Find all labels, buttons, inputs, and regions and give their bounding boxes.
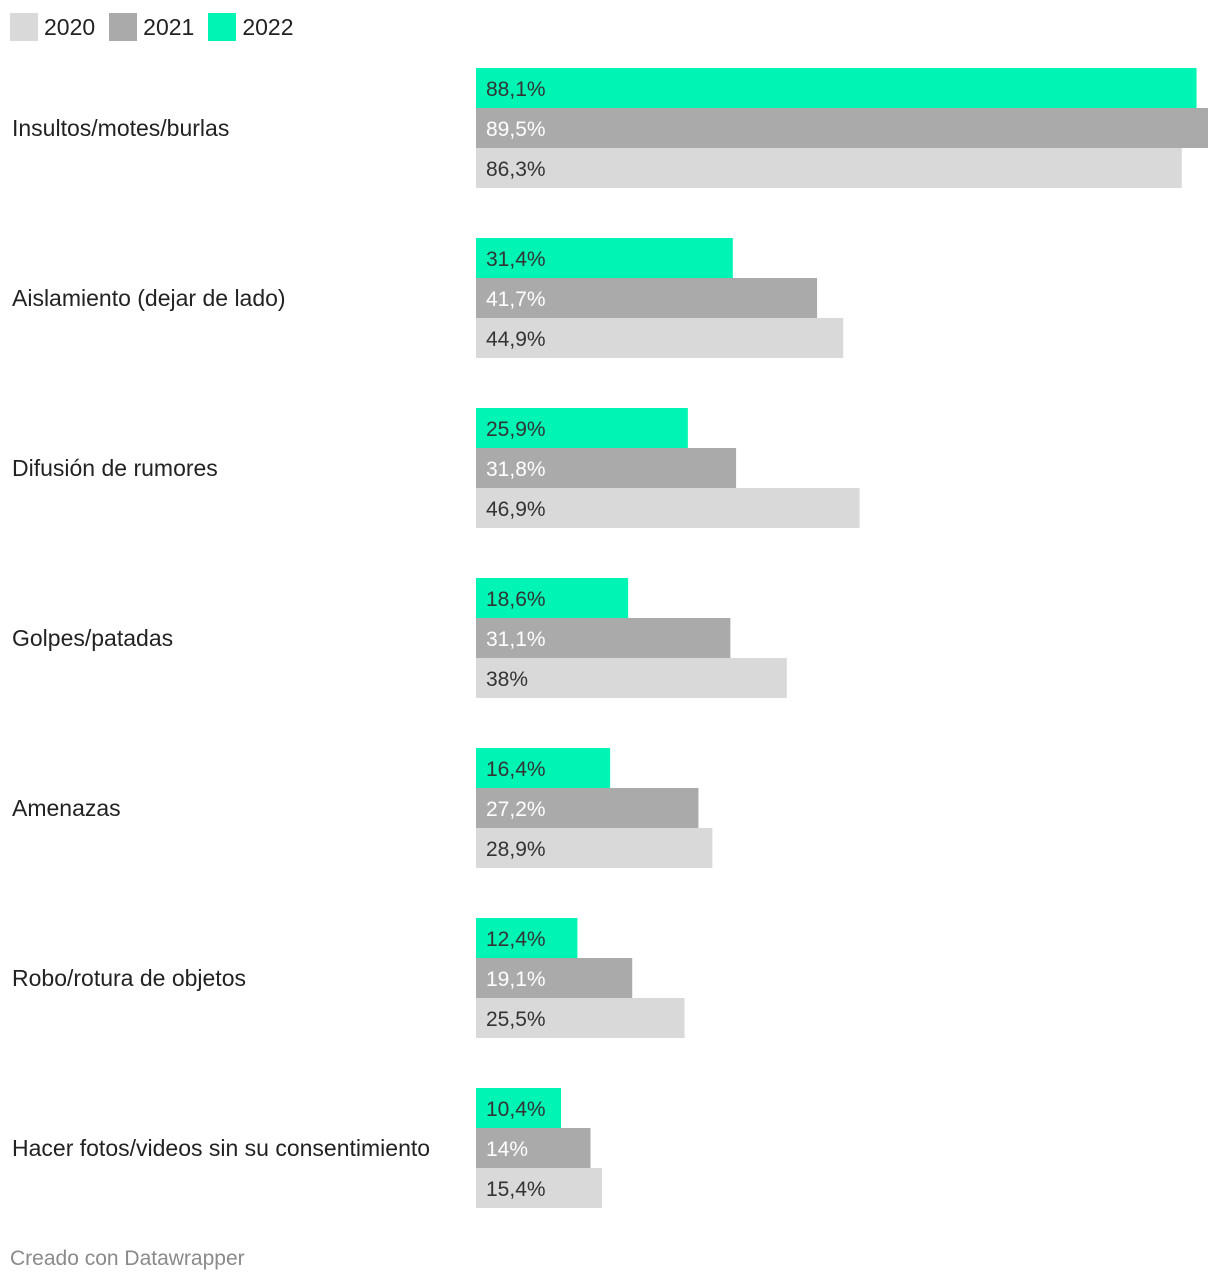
value-label-2022-insultos-motes-burlas: 88,1% [486,78,546,101]
value-label-2021-difusion-de-rumores: 31,8% [486,458,546,481]
bar-2022-insultos-motes-burlas [476,68,1197,108]
category-label-golpes-patadas: Golpes/patadas [12,625,174,651]
legend-label-2021: 2021 [143,13,195,40]
category-label-robo-rotura-de-objetos: Robo/rotura de objetos [12,965,246,991]
bar-2021-insultos-motes-burlas [476,108,1208,148]
value-label-2020-aislamiento-dejar-de-lado: 44,9% [486,328,546,351]
category-label-hacer-fotos-videos-sin-su-consentimiento: Hacer fotos/videos sin su consentimiento [12,1135,431,1161]
value-label-2022-golpes-patadas: 18,6% [486,588,546,611]
value-label-2020-hacer-fotos-videos-sin-su-consentimiento: 15,4% [486,1178,546,1201]
value-label-2021-robo-rotura-de-objetos: 19,1% [486,968,546,991]
category-label-amenazas: Amenazas [12,795,121,821]
value-label-2020-insultos-motes-burlas: 86,3% [486,158,546,181]
category-label-difusion-de-rumores: Difusión de rumores [12,455,218,481]
value-label-2021-insultos-motes-burlas: 89,5% [486,118,546,141]
footer-credit: Creado con Datawrapper [10,1247,245,1270]
legend-label-2020: 2020 [44,13,96,40]
value-label-2021-hacer-fotos-videos-sin-su-consentimiento: 14% [486,1138,529,1161]
value-label-2022-hacer-fotos-videos-sin-su-consentimiento: 10,4% [486,1098,546,1121]
value-label-2021-amenazas: 27,2% [486,798,546,821]
value-label-2021-golpes-patadas: 31,1% [486,628,546,651]
category-label-insultos-motes-burlas: Insultos/motes/burlas [12,115,230,141]
bar-2020-insultos-motes-burlas [476,148,1182,188]
value-label-2020-golpes-patadas: 38% [486,668,529,691]
value-label-2020-robo-rotura-de-objetos: 25,5% [486,1008,546,1031]
value-label-2022-aislamiento-dejar-de-lado: 31,4% [486,248,546,271]
category-label-aislamiento-dejar-de-lado: Aislamiento (dejar de lado) [12,285,286,311]
value-label-2022-difusion-de-rumores: 25,9% [486,418,546,441]
value-label-2022-robo-rotura-de-objetos: 12,4% [486,928,546,951]
value-label-2020-difusion-de-rumores: 46,9% [486,498,546,521]
legend-label-2022: 2022 [242,13,294,40]
value-label-2020-amenazas: 28,9% [486,838,546,861]
value-label-2022-amenazas: 16,4% [486,758,546,781]
value-label-2021-aislamiento-dejar-de-lado: 41,7% [486,288,546,311]
